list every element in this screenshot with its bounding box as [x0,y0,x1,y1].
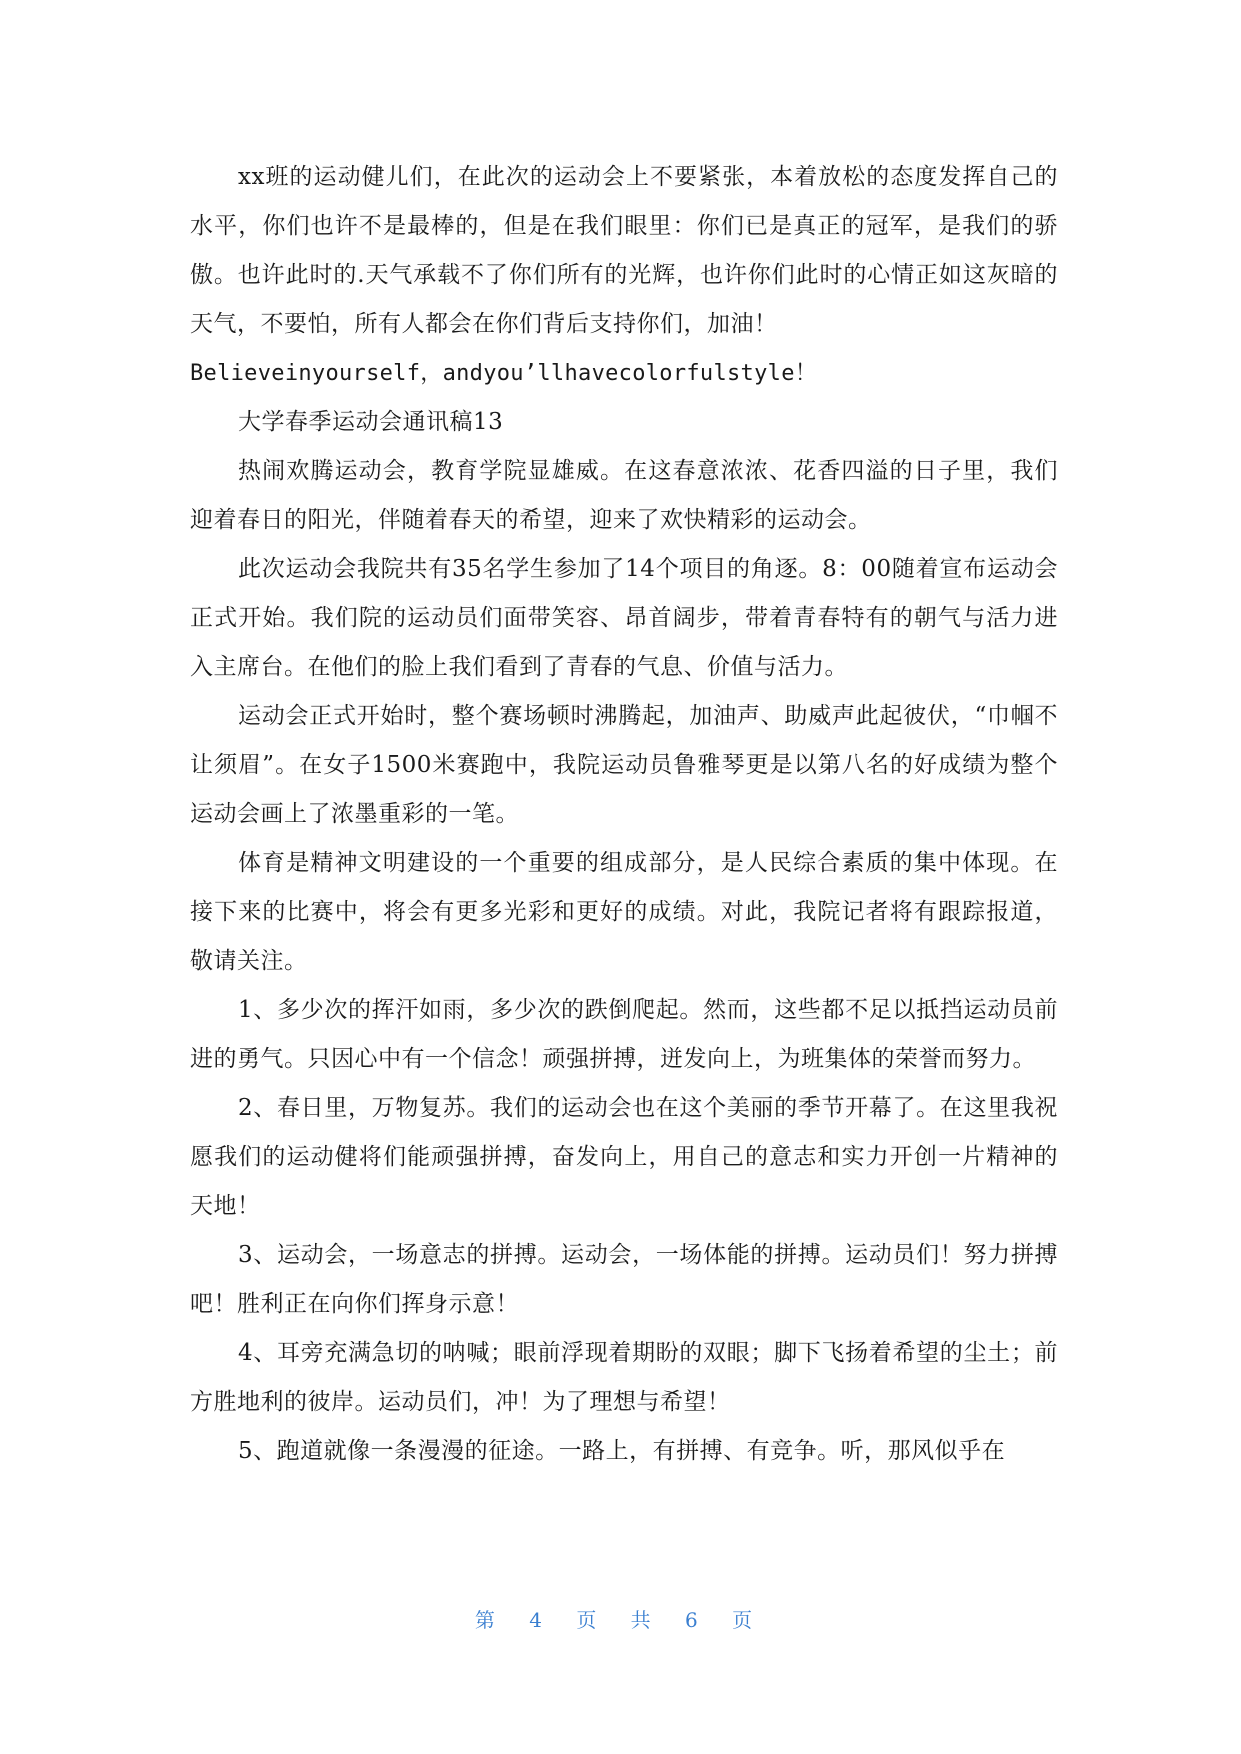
paragraph-sports-culture: 体育是精神文明建设的一个重要的组成部分，是人民综合素质的集中体现。在接下来的比赛中，将会有更多光彩和更好的成绩。对此，我院记者将有跟踪报道，敬请关注。 [190,850,1058,974]
paragraph-english-slogan: Believeinyourself，andyou’llhavecolorfulstyle！ [190,361,818,386]
paragraph-opening: 运动会正式开始时，整个赛场顿时沸腾起，加油声、助威声此起彼伏，“巾帼不让须眉”。在女子1500米赛跑中，我院运动员鲁雅琴更是以第八名的好成绩为整个运动会画上了浓墨重彩的一笔。 [190,703,1058,827]
paragraph-cheer-class: xx班的运动健儿们，在此次的运动会上不要紧张，本着放松的态度发挥自己的水平，你们也许不是最棒的，但是在我们眼里：你们已是真正的冠军，是我们的骄傲。也许此时的.天气承载不了你们所有的光辉，也许你们此时的心情正如这灰暗的天气，不要怕，所有人都会在你们背后支持你们，加油！ [190,164,1058,337]
list-item-1: 1、多少次的挥汗如雨，多少次的跌倒爬起。然而，这些都不足以抵挡运动员前进的勇气。只因心中有一个信念！顽强拼搏，迸发向上，为班集体的荣誉而努力。 [190,997,1058,1072]
list-item-2: 2、春日里，万物复苏。我们的运动会也在这个美丽的季节开幕了。在这里我祝愿我们的运动健将们能顽强拼搏，奋发向上，用自己的意志和实力开创一片精神的天地！ [190,1095,1058,1219]
page-number-footer: 第 4 页 共 6 页 [474,1608,767,1632]
list-item-5: 5、跑道就像一条漫漫的征途。一路上，有拼搏、有竞争。听，那风似乎在 [238,1438,1006,1464]
section-title: 大学春季运动会通讯稿13 [238,409,504,435]
paragraph-participants: 此次运动会我院共有35名学生参加了14个项目的角逐。8：00随着宣布运动会正式开始。我们院的运动员们面带笑容、昂首阔步，带着青春特有的朝气与活力进入主席台。在他们的脸上我们看到了青春的气息、价值与活力。 [190,556,1058,680]
document-body [190,153,1058,1476]
paragraph-intro: 热闹欢腾运动会，教育学院显雄威。在这春意浓浓、花香四溢的日子里，我们迎着春日的阳光，伴随着春天的希望，迎来了欢快精彩的运动会。 [190,458,1058,533]
list-item-4: 4、耳旁充满急切的呐喊；眼前浮现着期盼的双眼；脚下飞扬着希望的尘土；前方胜地利的彼岸。运动员们，冲！为了理想与希望！ [190,1340,1058,1415]
list-item-3: 3、运动会，一场意志的拼搏。运动会，一场体能的拼搏。运动员们！努力拼搏吧！胜利正在向你们挥身示意！ [190,1242,1058,1317]
